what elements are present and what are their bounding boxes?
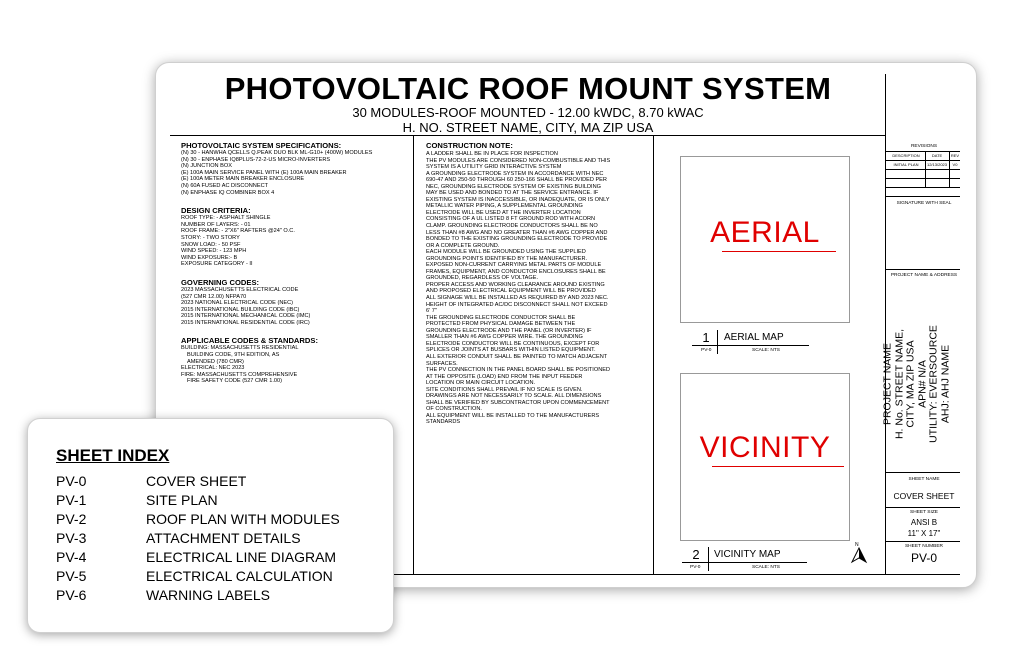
vicinity-sheet-ref: PV-0 <box>690 565 701 570</box>
note-line: GROUNDING POINTS IDENTIFIED BY THE MANUFACTURER. <box>426 255 588 262</box>
titleblock-border <box>885 74 886 574</box>
sheet-title: COVER SHEET <box>146 473 247 489</box>
note-line: LESS THAN #8 AWG AND NO GREATER THAN #6 AWG COPPER AND <box>426 229 608 236</box>
aerial-placeholder-label: AERIAL <box>710 216 820 249</box>
note-line: EXPOSED NON-CURRENT CARRYING METAL PARTS OF MODULE <box>426 262 602 269</box>
standard-line: FIRE SAFETY CODE (527 CMR 1.00) <box>187 378 283 385</box>
project-line: APN# N/A <box>916 360 928 408</box>
note-line: CONSISTING OF A UL LISTED 8 FT GROUND ROD WITH ACORN <box>426 216 596 223</box>
standard-line: FIRE: MASSACHUSETTS COMPREHENSIVE <box>181 371 298 378</box>
note-line: DRAWINGS ARE NOT NECESSARILY TO SCALE. ALL DIMENSIONS <box>426 393 602 400</box>
note-line: SPLICES OR JOINTS AT BUSBARS WITHIN LISTED EQUIPMENT. <box>426 347 596 354</box>
revision-col-rev: REV <box>950 153 960 158</box>
note-line: CLAMP. GROUNDING ELECTRODE CONDUCTORS SHALL BE NO <box>426 223 598 230</box>
design-line: STORY: - TWO STORY <box>181 234 240 241</box>
revision-col-date: DATE <box>931 153 943 158</box>
sheet-index-row <box>56 492 218 508</box>
spec-line: (E) 100A MAIN SERVICE PANEL WITH (E) 100A MAIN BREAKER <box>181 169 347 176</box>
construction-note-heading: CONSTRUCTION NOTE: <box>426 141 513 150</box>
vicinity-callout-line <box>682 562 807 563</box>
sheet-title: ELECTRICAL LINE DIAGRAM <box>146 549 337 565</box>
vicinity-callout-number: 2 <box>692 547 700 562</box>
note-line: HEIGHT OF INTEGRATED AC/DC DISCONNECT SHALL NOT EXCEED <box>426 301 608 308</box>
note-line: ALL EQUIPMENT WILL BE INSTALLED TO THE MANUFACTURERS <box>426 412 600 419</box>
note-line: FRAMES, EQUIPMENT, AND CONDUCTOR ENCLOSURES SHALL BE <box>426 268 606 275</box>
note-line: THE GROUNDING ELECTRODE CONDUCTOR SHALL BE <box>426 314 576 321</box>
sheet-code: PV-2 <box>56 511 87 527</box>
revision-col-description: DESCRIPTION <box>892 153 920 158</box>
note-line: EACH MODULE WILL BE GROUNDED USING THE SUPPLIED <box>426 249 586 256</box>
project-name-address <box>883 325 952 443</box>
sheet-number: PV-0 <box>910 551 937 565</box>
design-line: WIND EXPOSURE:- B <box>181 254 238 261</box>
spec-line: (N) ENPHASE IQ COMBINER BOX 4 <box>181 189 275 196</box>
header-divider <box>170 135 885 136</box>
revision-rev: V0 <box>952 162 958 167</box>
sheet-index-row <box>56 549 336 565</box>
vicinity-placeholder-label: VICINITY <box>699 431 831 464</box>
note-line: PROPER ACCESS AND WORKING CLEARANCE AROUND EXISTING <box>426 281 605 288</box>
note-line: ELECTRODE WILL BE USED AT THE INVERTER LOCATION <box>426 209 581 216</box>
note-line: BONDED TO THE EXISTING GROUNDING ELECTRODE TO PROVIDE <box>426 236 608 243</box>
aerial-callout-number: 1 <box>702 330 710 345</box>
note-line: OR A COMPLETE GROUND. <box>426 242 500 249</box>
project-bottom-line <box>886 472 960 473</box>
aerial-label-underline <box>722 251 836 252</box>
note-line: METALLIC WATER PIPING, A SUPPLEMENTAL GROUNDING <box>426 203 583 210</box>
sheet-size-standard: ANSI B <box>910 518 938 527</box>
spec-line: (N) 30 - ENPHASE IQ8PLUS-72-2-US MICRO-INVERTERS <box>181 156 331 163</box>
project-line: AHJ: AHJ NAME <box>939 344 951 424</box>
sheet-title: ELECTRICAL CALCULATION <box>146 568 333 584</box>
project-line: UTILITY: EVERSOURCE <box>927 325 940 443</box>
sheet-index-row <box>56 568 333 584</box>
note-line: SMALLER THAN #6 AWG COPPER WIRE. THE GROUNDING <box>426 334 583 341</box>
note-line: AT THE OPPOSITE (LOAD) END FROM THE INPUT FEEDER <box>426 373 583 380</box>
note-line: ELECTRODE CONDUCTOR WILL BE CONTINUOUS, EXCEPT FOR <box>426 340 600 347</box>
note-line: ALL EXTERIOR CONDUIT SHALL BE PAINTED TO MATCH ADJACENT <box>426 353 608 360</box>
note-line: SHALL BE VERIFIED BY SUBCONTRACTOR UPON COMMENCEMENT <box>426 399 610 406</box>
sheet-title: SITE PLAN <box>146 492 218 508</box>
note-line: EXISTING SYSTEM IS INACCESSIBLE, OR INADEQUATE, OR IS ONLY <box>426 196 610 203</box>
content-divider-mid <box>653 136 654 574</box>
design-line: ROOF TYPE: - ASPHALT SHINGLE <box>181 215 271 222</box>
signature-label: SIGNATURE WITH SEAL <box>896 201 952 206</box>
design-line: NUMBER OF LAYERS: - 01 <box>181 221 251 228</box>
sheet-code: PV-1 <box>56 492 87 508</box>
applicable-codes-heading: APPLICABLE CODES & STANDARDS: <box>181 336 318 346</box>
revision-col-sep <box>949 151 950 187</box>
governing-codes-heading: GOVERNING CODES: <box>181 277 260 287</box>
note-line: THE PV MODULES ARE CONSIDERED NON-COMBUSTIBLE AND THIS <box>426 157 611 164</box>
spec-line: (N) JUNCTION BOX <box>181 163 232 170</box>
standard-line: BUILDING: MASSACHUSETTS RESIDENTIAL <box>181 345 299 352</box>
construction-notes <box>426 141 641 426</box>
content-divider-left <box>413 136 414 574</box>
sheet-name-label: SHEET NAME <box>908 477 940 482</box>
note-line: SURFACES. <box>426 360 458 367</box>
design-criteria-heading: DESIGN CRITERIA: <box>181 206 251 216</box>
site-address: H. NO. STREET NAME, CITY, MA ZIP USA <box>402 120 654 135</box>
design-line: SNOW LOAD: - 50 PSF <box>181 241 241 248</box>
sheet-title: WARNING LABELS <box>146 587 270 603</box>
project-line: CITY, MA ZIP USA <box>904 340 917 428</box>
note-line: THE PV CONNECTION IN THE PANEL BOARD SHALL BE POSITIONED <box>426 367 611 374</box>
note-line: 690-47 AND 250-50 THROUGH 60 250-166 SHALL BE PROVIDED PER <box>426 177 607 184</box>
north-label: N <box>855 542 859 548</box>
project-line: PROJECT NAME <box>881 342 894 426</box>
sheet-size-bottom-line <box>886 541 960 542</box>
sheet-code: PV-3 <box>56 530 87 546</box>
note-line: SYSTEM IS A UTILITY GRID INTERACTIVE SYSTEM <box>426 164 562 171</box>
revisions-label: REVISIONS <box>910 144 938 149</box>
project-line: H. No. STREET NAME, <box>893 328 905 440</box>
vicinity-callout-tick <box>708 547 709 571</box>
code-line: 2015 INTERNATIONAL MECHANICAL CODE (IMC) <box>181 313 311 320</box>
sheet-index-title: SHEET INDEX <box>56 446 170 465</box>
note-line: 6' 7" <box>426 308 437 315</box>
revision-col-sep <box>925 151 926 187</box>
sheet-number-label: SHEET NUMBER <box>904 544 944 549</box>
aerial-map-title: AERIAL MAP <box>724 332 784 343</box>
system-subtitle: 30 MODULES-ROOF MOUNTED - 12.00 kWDC, 8.70 kWAC <box>352 105 704 120</box>
code-line: 2023 NATIONAL ELECTRICAL CODE (NEC) <box>181 300 294 307</box>
sheet-title: ROOF PLAN WITH MODULES <box>146 511 340 527</box>
sheet-name: COVER SHEET <box>893 491 955 501</box>
standard-line: AMENDED (780 CMR) <box>187 358 244 365</box>
revision-date: 12/13/2023 <box>926 162 948 167</box>
vicinity-scale: SCALE: NTS <box>752 565 780 570</box>
north-arrow-icon <box>850 544 868 564</box>
sheet-index-row <box>56 511 340 527</box>
standard-line: ELECTRICAL: NEC 2023 <box>181 365 245 372</box>
standard-line: BUILDING CODE, 9TH EDITION, AS <box>187 352 280 359</box>
signature-bottom-line <box>886 269 960 270</box>
sheet-name-bottom-line <box>886 507 960 508</box>
sheet-code: PV-6 <box>56 587 87 603</box>
spec-line: (N) 60A FUSED AC DISCONNECT <box>181 182 269 189</box>
note-line: A GROUNDING ELECTRODE SYSTEM IN ACCORDANCE WITH NEC <box>426 170 604 177</box>
sheet-index-row <box>56 587 270 603</box>
revisions-bottom-line <box>886 196 960 197</box>
note-line: OF CONSTRUCTION. <box>426 406 482 413</box>
note-line: GROUNDED, REGARDLESS OF VOLTAGE. <box>426 275 538 282</box>
aerial-callout-tick <box>717 330 718 354</box>
aerial-callout-line <box>692 345 809 346</box>
sheet-code: PV-4 <box>56 549 87 565</box>
design-line: WIND SPEED: - 123 MPH <box>181 248 247 255</box>
note-line: ALL SIGNAGE WILL BE INSTALLED AS REQUIRED BY AND 2023 NEC. <box>426 295 609 302</box>
sheet-index-row <box>56 473 246 489</box>
sheet-size-label: SHEET SIZE <box>910 510 938 515</box>
spec-line: (E) 100A METER MAIN BREAKER ENCLOSURE <box>181 176 305 183</box>
note-line: GROUNDING ELECTRODE AND THE PANEL (OR INVERTER) IF <box>426 327 592 334</box>
pv-specs-heading: PHOTOVOLTAIC SYSTEM SPECIFICATIONS: <box>181 141 342 150</box>
sheet-code: PV-5 <box>56 568 87 584</box>
vicinity-label-underline <box>712 466 844 467</box>
spec-line: (N) 30 - HANWHA QCELLS Q.PEAK DUO BLK ML-G10+ (400W) MODULES <box>181 150 373 156</box>
project-label: PROJECT NAME & ADDRESS <box>890 273 958 278</box>
note-line: A LADDER SHALL BE IN PLACE FOR INSPECTION <box>426 151 558 157</box>
note-line: MAY BE USED AND BONDED TO AT THE SERVICE ENTRANCE. IF <box>426 190 599 197</box>
page-title: PHOTOVOLTAIC ROOF MOUNT SYSTEM <box>224 71 832 106</box>
note-line: STANDARDS <box>426 419 461 426</box>
sheet-code: PV-0 <box>56 473 87 489</box>
note-line: NEC, GROUNDING ELECTRODE SYSTEM OF EXISTING BUILDING <box>426 183 601 190</box>
design-line: EXPOSURE CATEGORY - II <box>181 261 253 268</box>
code-line: (527 CMR 12.00) NFPA70 <box>181 293 247 300</box>
sheet-title: ATTACHMENT DETAILS <box>146 530 301 546</box>
code-line: 2015 INTERNATIONAL RESIDENTIAL CODE (IRC) <box>181 319 310 326</box>
aerial-sheet-ref: PV-0 <box>701 348 712 353</box>
sheet-index-row <box>56 530 301 546</box>
specifications-column <box>181 141 409 385</box>
vicinity-map-title: VICINITY MAP <box>714 549 781 560</box>
note-line: SITE CONDITIONS SHALL PREVAIL IF NO SCALE IS GIVEN. <box>426 386 583 393</box>
sheet-size-dimensions: 11" X 17" <box>907 529 941 538</box>
revision-row-line <box>886 187 960 188</box>
code-line: 2023 MASSACHUSETTS ELECTRICAL CODE <box>181 286 299 293</box>
note-line: LOCATION OR MAIN CIRCUIT LOCATION. <box>426 380 536 387</box>
code-line: 2015 INTERNATIONAL BUILDING CODE (IBC) <box>181 306 300 313</box>
note-line: PROTECTED FROM PHYSICAL DAMAGE BETWEEN THE <box>426 321 576 328</box>
aerial-scale: SCALE: NTS <box>752 348 780 353</box>
design-line: ROOF FRAME: - 2"X6" RAFTERS @24" O.C. <box>181 228 295 235</box>
revision-description: INITIAL PLAN <box>893 162 919 167</box>
note-line: AND PROPOSED ELECTRICAL EQUIPMENT WILL BE PROVIDED <box>426 288 596 295</box>
